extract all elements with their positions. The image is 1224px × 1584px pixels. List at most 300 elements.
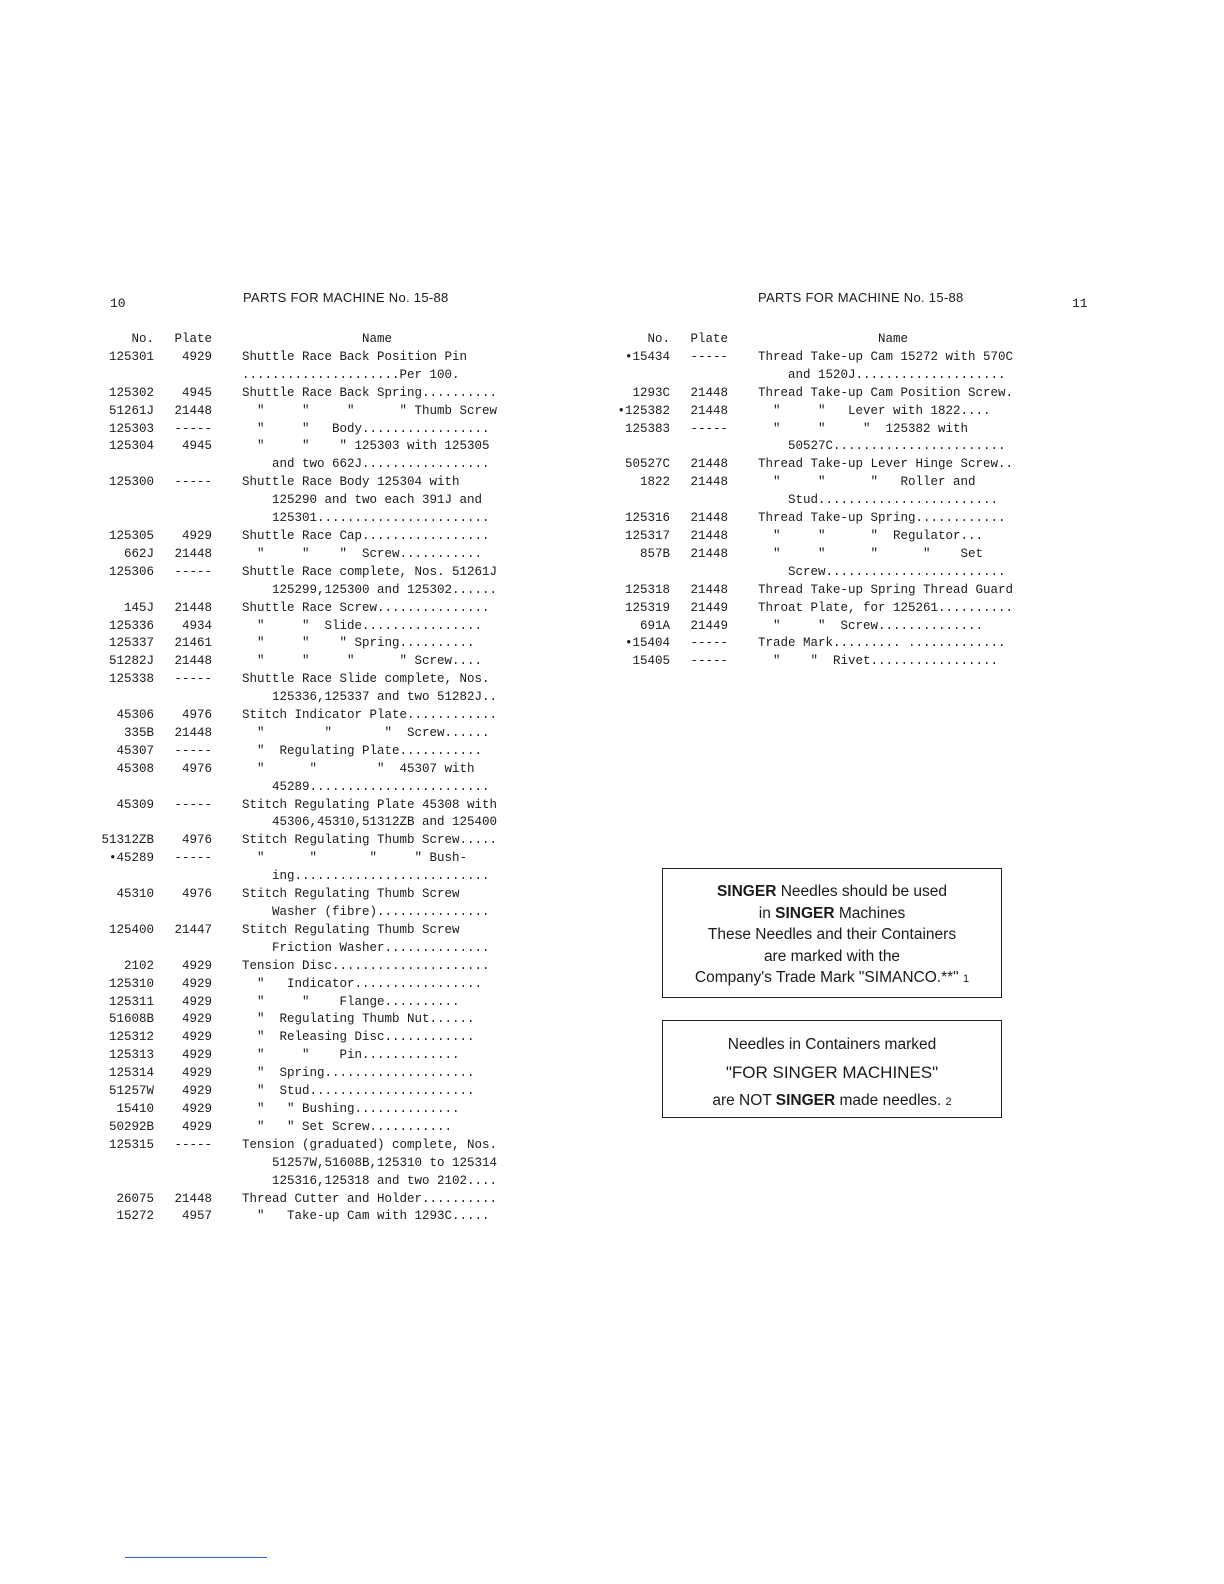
part-number <box>90 940 154 958</box>
part-number: 125319 <box>624 600 670 615</box>
table-row <box>90 1208 512 1226</box>
table-row <box>90 367 512 385</box>
part-number: 125336 <box>108 618 154 633</box>
table-row <box>606 600 1028 618</box>
table-row <box>90 1011 512 1029</box>
part-number: 125316 <box>624 511 670 526</box>
plate-number: 4934 <box>181 618 212 633</box>
part-name: " " " 125382 with <box>758 421 969 436</box>
plate-number: 4929 <box>181 976 212 991</box>
part-number: 1822 <box>639 475 670 490</box>
plate-number: 21448 <box>174 600 212 615</box>
plate-number: 4929 <box>181 349 212 364</box>
plate-number: 4976 <box>181 708 212 723</box>
plate-number: ----- <box>174 475 212 490</box>
part-name: Stitch Regulating Thumb Screw <box>242 922 460 937</box>
part-name: Stud........................ <box>758 493 999 508</box>
plate-number: ----- <box>174 672 212 687</box>
plate-number: ----- <box>690 349 728 364</box>
table-row <box>90 618 512 636</box>
plate-number: ----- <box>690 421 728 436</box>
part-name: Shuttle Race Slide complete, Nos. <box>242 672 490 687</box>
table-row <box>90 385 512 403</box>
parts-table-right <box>606 331 1028 671</box>
part-name: " Releasing Disc............ <box>242 1030 475 1045</box>
part-name: Shuttle Race Back Position Pin <box>242 349 468 364</box>
part-name: " " " " Screw.... <box>242 654 483 669</box>
plate-number <box>154 510 212 528</box>
part-number <box>606 492 670 510</box>
part-name: Shuttle Race complete, Nos. 51261J <box>242 564 498 579</box>
table-header <box>606 331 1028 349</box>
plate-number: ----- <box>174 743 212 758</box>
table-row <box>90 1137 512 1155</box>
part-name: Washer (fibre)............... <box>242 905 490 919</box>
notice-text: made needles. <box>835 1092 942 1109</box>
part-number: 45309 <box>116 797 154 812</box>
plate-number: 21448 <box>690 403 728 418</box>
part-number: 1293C <box>632 385 670 400</box>
column-header-plate: Plate <box>174 332 212 346</box>
part-number: •15404 <box>624 636 670 651</box>
part-name: 125336,125337 and two 51282J.. <box>242 690 498 705</box>
notice-text: in <box>758 904 776 922</box>
plate-number: ----- <box>174 421 212 436</box>
table-row <box>90 421 512 439</box>
table-row <box>90 1047 512 1065</box>
part-name: 51257W,51608B,125310 to 125314 <box>242 1155 498 1170</box>
part-number: 45307 <box>116 743 154 758</box>
plate-number: 21449 <box>690 618 728 633</box>
notice-text: are NOT <box>712 1092 776 1109</box>
part-number: 125305 <box>108 528 154 543</box>
plate-number <box>670 367 728 385</box>
part-name: " " " " Bush- <box>242 851 468 866</box>
notice-text: Needles in Containers marked <box>727 1036 937 1053</box>
plate-number: ----- <box>174 851 212 866</box>
plate-number: 21448 <box>690 475 728 490</box>
plate-number: ----- <box>690 636 728 651</box>
plate-number: 4929 <box>181 1048 212 1063</box>
plate-number: 21448 <box>690 511 728 526</box>
table-row <box>90 976 512 994</box>
part-name: .....................Per 100. <box>242 367 460 382</box>
table-row <box>90 528 512 546</box>
table-row <box>90 546 512 564</box>
part-number: •45289 <box>108 851 154 866</box>
part-number: •15434 <box>624 349 670 364</box>
part-number: 125311 <box>108 994 154 1009</box>
part-number: 45308 <box>116 761 154 776</box>
part-name: 125316,125318 and two 2102.... <box>242 1173 498 1188</box>
plate-number: 21449 <box>690 600 728 615</box>
table-row <box>90 1119 512 1137</box>
part-name: " " Flange.......... <box>242 994 460 1009</box>
part-name: " " Slide................ <box>242 618 483 633</box>
part-number: 125312 <box>108 1030 154 1045</box>
part-number <box>90 904 154 922</box>
part-name: " Indicator................. <box>242 976 483 991</box>
part-number: 857B <box>639 546 670 561</box>
part-name: " " " Spring.......... <box>242 636 475 651</box>
plate-number: 21448 <box>174 725 212 740</box>
plate-number <box>154 940 212 958</box>
table-row <box>90 868 512 886</box>
part-name: Thread Take-up Cam 15272 with 570C <box>758 349 1014 364</box>
part-number: 15272 <box>116 1209 154 1224</box>
part-name: Stitch Regulating Thumb Screw..... <box>242 833 498 848</box>
table-row <box>90 707 512 725</box>
plate-number <box>154 814 212 832</box>
table-row <box>90 600 512 618</box>
plate-number: 4929 <box>181 1084 212 1099</box>
plate-number <box>154 367 212 385</box>
table-row <box>90 1083 512 1101</box>
part-name: Thread Cutter and Holder.......... <box>242 1191 498 1206</box>
table-row <box>90 904 512 922</box>
part-number: 45306 <box>116 708 154 723</box>
part-number: 51608B <box>108 1012 154 1027</box>
plate-number: 4929 <box>181 1066 212 1081</box>
plate-number: 4929 <box>181 1012 212 1027</box>
part-name: " " Screw.............. <box>758 618 984 633</box>
plate-number: 21448 <box>174 546 212 561</box>
part-number <box>90 814 154 832</box>
part-number: 335B <box>123 725 154 740</box>
table-row <box>90 689 512 707</box>
table-row <box>606 349 1028 367</box>
part-number <box>90 868 154 886</box>
footnote-mark: 1 <box>962 973 970 985</box>
plate-number <box>154 1155 212 1173</box>
part-name: Thread Take-up Spring............ <box>758 511 1006 526</box>
table-row <box>606 385 1028 403</box>
part-number: 125314 <box>108 1066 154 1081</box>
part-name: " " " Screw...... <box>242 725 490 740</box>
plate-number: 21448 <box>174 1191 212 1206</box>
part-name: " " " 45307 with <box>242 761 475 776</box>
part-number <box>90 1173 154 1191</box>
table-row <box>90 958 512 976</box>
table-row <box>90 940 512 958</box>
part-number <box>90 367 154 385</box>
plate-number: 4976 <box>181 887 212 902</box>
brand-singer: SINGER <box>716 883 777 900</box>
part-number <box>90 1155 154 1173</box>
part-name: Screw........................ <box>758 564 1006 579</box>
table-row <box>606 403 1028 421</box>
table-header <box>90 331 512 349</box>
part-number <box>90 492 154 510</box>
not-singer-needles-notice <box>662 1020 1002 1118</box>
plate-number <box>154 689 212 707</box>
part-number <box>90 779 154 797</box>
plate-number: 21448 <box>690 582 728 597</box>
part-number: 26075 <box>116 1191 154 1206</box>
part-name: Stitch Regulating Thumb Screw <box>242 887 460 902</box>
part-name: " Take-up Cam with 1293C..... <box>242 1209 490 1224</box>
part-name: Shuttle Race Cap................. <box>242 528 490 543</box>
table-row <box>606 546 1028 564</box>
part-number: 51261J <box>108 403 154 418</box>
table-row <box>90 1101 512 1119</box>
part-name: " " " " Set <box>758 546 984 561</box>
part-number: 125317 <box>624 528 670 543</box>
notice-text: These Needles and their Containers <box>707 926 957 943</box>
part-name: Trade Mark......... ............. <box>758 636 1006 651</box>
plate-number <box>670 564 728 582</box>
plate-number: 4976 <box>181 833 212 848</box>
part-name: 125301....................... <box>242 511 490 526</box>
table-row <box>90 1191 512 1209</box>
part-name: ing.......................... <box>242 869 490 884</box>
column-header-no: No. <box>647 332 670 346</box>
plate-number: ----- <box>174 1137 212 1152</box>
notice-text: "FOR SINGER MACHINES" <box>725 1063 939 1082</box>
part-name: " " Bushing.............. <box>242 1101 460 1116</box>
part-number: 125383 <box>624 421 670 436</box>
table-row <box>606 438 1028 456</box>
part-name: Shuttle Race Back Spring.......... <box>242 385 498 400</box>
part-name: " " Rivet................. <box>758 654 999 669</box>
table-row <box>606 421 1028 439</box>
part-number: 50292B <box>108 1119 154 1134</box>
table-row <box>90 850 512 868</box>
part-number: 15410 <box>116 1101 154 1116</box>
part-name: " " Pin............. <box>242 1048 460 1063</box>
part-number: 125313 <box>108 1048 154 1063</box>
part-number <box>90 510 154 528</box>
table-row <box>90 582 512 600</box>
table-row <box>606 456 1028 474</box>
part-name: Throat Plate, for 125261.......... <box>758 600 1014 615</box>
plate-number: 4929 <box>181 1119 212 1134</box>
part-number: 125302 <box>108 385 154 400</box>
table-row <box>90 994 512 1012</box>
table-row <box>90 1065 512 1083</box>
table-row <box>90 510 512 528</box>
table-row <box>90 797 512 815</box>
plate-number <box>154 779 212 797</box>
part-number <box>90 689 154 707</box>
table-row <box>606 635 1028 653</box>
part-number: 125303 <box>108 421 154 436</box>
page-header-left: PARTS FOR MACHINE No. 15-88 <box>243 290 449 305</box>
page-number-left: 10 <box>110 296 126 311</box>
plate-number: 21447 <box>174 922 212 937</box>
part-name: " " " " Thumb Screw <box>242 403 498 418</box>
part-number: •125382 <box>617 403 670 418</box>
part-number: 51312ZB <box>101 833 154 848</box>
plate-number <box>154 904 212 922</box>
part-name: 45289........................ <box>242 779 490 794</box>
table-row <box>90 814 512 832</box>
plate-number <box>154 492 212 510</box>
footnote-mark: 2 <box>945 1096 952 1108</box>
part-name: Tension (graduated) complete, Nos. <box>242 1137 498 1152</box>
notice-text: Machines <box>834 904 906 922</box>
brand-singer: SINGER <box>775 904 835 922</box>
plate-number: 21448 <box>690 546 728 561</box>
table-row <box>90 832 512 850</box>
plate-number: 4945 <box>181 385 212 400</box>
part-number: 145J <box>123 600 154 615</box>
part-number: 50527C <box>624 457 670 472</box>
part-number: 125400 <box>108 922 154 937</box>
table-row <box>606 492 1028 510</box>
table-row <box>606 528 1028 546</box>
part-name: " " " 125303 with 125305 <box>242 439 490 454</box>
part-name: " " Body................. <box>242 421 490 436</box>
table-row <box>90 438 512 456</box>
plate-number: ----- <box>174 564 212 579</box>
part-number: 125338 <box>108 672 154 687</box>
table-row <box>90 1155 512 1173</box>
plate-number <box>154 456 212 474</box>
part-number: 125300 <box>108 475 154 490</box>
part-number: 125315 <box>108 1137 154 1152</box>
part-number: 125306 <box>108 564 154 579</box>
part-name: " " " Screw........... <box>242 546 483 561</box>
column-header-no: No. <box>131 332 154 346</box>
plate-number: 21448 <box>174 403 212 418</box>
singer-needles-notice <box>662 868 1002 998</box>
part-name: " " " Roller and <box>758 475 976 490</box>
part-name: " Regulating Plate........... <box>242 743 483 758</box>
brand-singer: SINGER <box>775 1092 836 1109</box>
column-header-name: Name <box>361 332 392 346</box>
table-row <box>90 725 512 743</box>
part-name: Friction Washer.............. <box>242 940 490 955</box>
part-number: 125301 <box>108 349 154 364</box>
part-number: 125310 <box>108 976 154 991</box>
part-name: " Spring.................... <box>242 1066 475 1081</box>
part-name: Thread Take-up Spring Thread Guard <box>758 582 1014 597</box>
plate-number <box>154 1173 212 1191</box>
part-number <box>606 564 670 582</box>
table-row <box>606 618 1028 636</box>
table-row <box>606 653 1028 671</box>
part-name: 125299,125300 and 125302...... <box>242 582 498 597</box>
part-name: Thread Take-up Cam Position Screw. <box>758 385 1014 400</box>
plate-number: 4976 <box>181 761 212 776</box>
plate-number: 21448 <box>690 528 728 543</box>
part-name: 50527C....................... <box>758 439 1006 454</box>
plate-number <box>670 492 728 510</box>
part-number: 125304 <box>108 439 154 454</box>
parts-table-left <box>90 331 512 1226</box>
table-row <box>90 635 512 653</box>
notice-text: are marked with the <box>763 947 901 965</box>
column-header-plate: Plate <box>690 332 728 346</box>
plate-number: ----- <box>174 797 212 812</box>
part-name: Thread Take-up Lever Hinge Screw.. <box>758 457 1014 472</box>
table-row <box>90 474 512 492</box>
notice-text: Needles should be used <box>776 883 948 900</box>
plate-number: 21448 <box>690 457 728 472</box>
table-row <box>90 761 512 779</box>
plate-number: 4929 <box>181 528 212 543</box>
part-number <box>606 438 670 456</box>
table-row <box>90 743 512 761</box>
plate-number <box>154 582 212 600</box>
notice-text: Company's Trade Mark "SIMANCO.**" <box>694 969 959 986</box>
table-row <box>90 349 512 367</box>
table-row <box>90 1173 512 1191</box>
part-name: " " " Regulator... <box>758 528 984 543</box>
plate-number: 4929 <box>181 1030 212 1045</box>
bottom-rule <box>125 1557 267 1558</box>
table-row <box>90 456 512 474</box>
table-row <box>90 403 512 421</box>
table-row <box>90 564 512 582</box>
part-number <box>90 582 154 600</box>
part-number: 125337 <box>108 636 154 651</box>
table-row <box>90 1029 512 1047</box>
part-number <box>606 367 670 385</box>
table-row <box>606 582 1028 600</box>
plate-number <box>154 868 212 886</box>
part-name: Shuttle Race Body 125304 with <box>242 475 460 490</box>
part-name: Tension Disc..................... <box>242 958 490 973</box>
table-row <box>90 886 512 904</box>
part-number: 45310 <box>116 887 154 902</box>
table-row <box>90 779 512 797</box>
part-number: 691A <box>639 618 670 633</box>
part-number: 2102 <box>123 958 154 973</box>
plate-number <box>670 438 728 456</box>
part-name: 45306,45310,51312ZB and 125400 <box>242 815 498 830</box>
part-name: and 1520J.................... <box>758 367 1006 382</box>
part-name: Stitch Indicator Plate............ <box>242 708 498 723</box>
plate-number: 4957 <box>181 1209 212 1224</box>
part-number: 15405 <box>632 654 670 669</box>
plate-number: 21461 <box>174 636 212 651</box>
table-row <box>606 474 1028 492</box>
plate-number: 21448 <box>690 385 728 400</box>
table-row <box>90 492 512 510</box>
table-row <box>90 671 512 689</box>
column-header-name: Name <box>877 332 908 346</box>
plate-number: 4929 <box>181 958 212 973</box>
part-name: Shuttle Race Screw............... <box>242 600 490 615</box>
plate-number: 21448 <box>174 654 212 669</box>
part-name: " " Lever with 1822.... <box>758 403 991 418</box>
table-row <box>90 922 512 940</box>
plate-number: ----- <box>690 654 728 669</box>
table-row <box>90 653 512 671</box>
part-name: Stitch Regulating Plate 45308 with <box>242 797 498 812</box>
part-number: 125318 <box>624 582 670 597</box>
plate-number: 4929 <box>181 1101 212 1116</box>
part-name: " " Set Screw........... <box>242 1119 453 1134</box>
page-number-right: 11 <box>1072 296 1088 311</box>
part-name: " Stud...................... <box>242 1084 475 1099</box>
plate-number: 4945 <box>181 439 212 454</box>
table-row <box>606 564 1028 582</box>
part-name: " Regulating Thumb Nut...... <box>242 1012 475 1027</box>
part-name: and two 662J................. <box>242 457 490 472</box>
part-name: 125290 and two each 391J and <box>242 493 483 508</box>
page-header-right: PARTS FOR MACHINE No. 15-88 <box>758 290 964 305</box>
part-number: 51282J <box>108 654 154 669</box>
part-number <box>90 456 154 474</box>
table-row <box>606 367 1028 385</box>
part-number: 662J <box>123 546 154 561</box>
table-row <box>606 510 1028 528</box>
plate-number: 4929 <box>181 994 212 1009</box>
part-number: 51257W <box>108 1084 154 1099</box>
